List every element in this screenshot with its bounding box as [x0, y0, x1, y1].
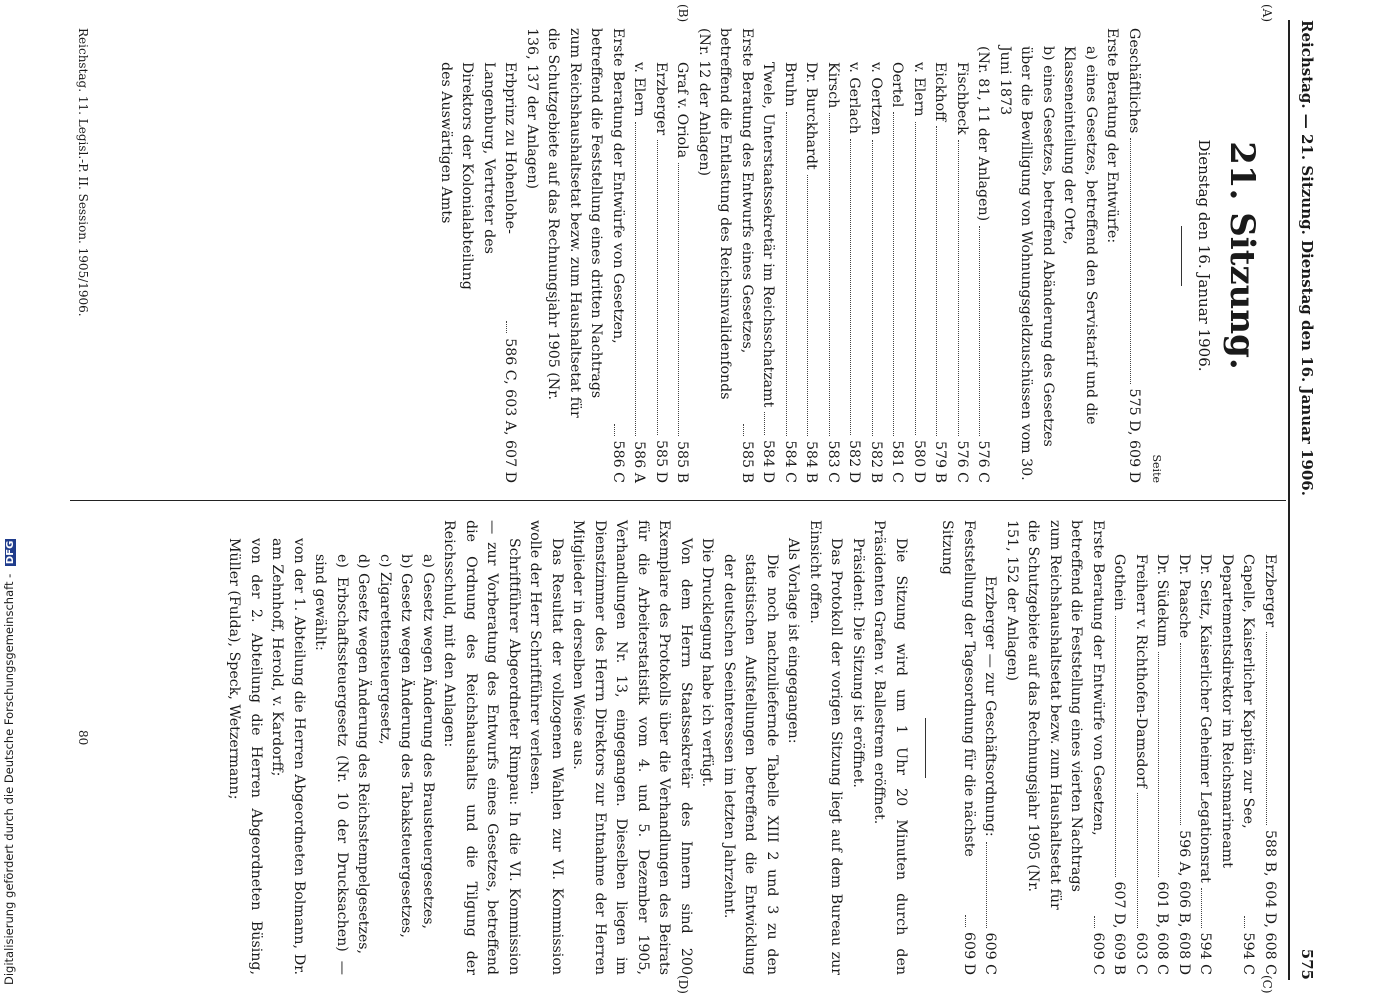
dot-leader [1094, 916, 1095, 928]
toc-entry-text: Dr. Burckhardt [803, 62, 820, 170]
toc-entry-page: 582 D [846, 440, 863, 483]
toc-entry-page: 575 D, 609 D [1126, 388, 1142, 483]
toc-entry [929, 28, 951, 483]
dot-leader [894, 112, 895, 435]
toc-entry [1001, 520, 1109, 975]
header-left: Reichstag. — 21. Sitzung. Dienstag den 16. Januar 1906. [1298, 20, 1316, 496]
dot-leader [808, 175, 809, 436]
dot-leader [1180, 643, 1181, 825]
toc-entry-page: 584 D [760, 440, 777, 483]
toc-entry [1173, 520, 1195, 975]
toc-entry-text: Kirsch [825, 62, 841, 109]
short-rule [1182, 226, 1183, 286]
table-of-contents-right [936, 520, 1280, 975]
toc-entry [994, 28, 1059, 483]
column-divider [70, 500, 1286, 501]
toc-entry-page: 588 B, 604 D, 608 C [1262, 830, 1278, 975]
toc-entry-text: Twele, Unterstaatssekretär im Reichsschatzamt [760, 62, 777, 408]
toc-entry [822, 28, 844, 483]
toc-entry-text: Dr. Paasche [1176, 554, 1192, 639]
seite-label: Seite [1150, 454, 1164, 483]
toc-entry [1259, 520, 1281, 975]
toc-entry-text: Erste Beratung der Entwürfe: [1104, 28, 1121, 244]
toc-entry-text: Feststellung der Tagesordnung für die nächste Sitzung [939, 520, 977, 857]
toc-entry-text: (Nr. 81, 11 der Anlagen) [975, 46, 992, 222]
toc-entry [1108, 520, 1130, 975]
toc-entry [1123, 28, 1145, 483]
toc-entry-page: 607 D, 609 B [1111, 881, 1128, 975]
toc-entry [865, 28, 887, 483]
toc-entry-page: 596 A, 606 B, 608 D [1176, 830, 1192, 975]
digitization-text: Digitalisierung gefördert durch die Deutsche Forschungsgemeinschaft - [2, 573, 16, 985]
body-paragraph: b) Gesetz wegen Änderung des Tabaksteuergesetzes, [398, 554, 415, 938]
toc-entry-page: 601 B, 608 C [1154, 881, 1171, 975]
digitization-note [2, 25, 16, 985]
toc-entry-page: 586 A [631, 441, 648, 483]
session-title: 21. Sitzung. [1222, 141, 1262, 370]
dot-leader [1130, 138, 1131, 383]
footer-imprint: Reichstag. 11. Legisl.-P. II. Session. 1905/1906. [76, 28, 90, 317]
session-body [223, 520, 911, 975]
dot-leader [980, 226, 981, 435]
toc-entry-text: Dr. Seitz, Kaiserlicher Geheimer Legationsrat [1197, 554, 1214, 883]
left-column [435, 28, 1281, 483]
right-column [223, 520, 1280, 975]
dot-leader [829, 113, 830, 435]
toc-entry-page: 585 D [653, 440, 669, 483]
margin-mark-d: (D) [676, 975, 690, 994]
toc-entry-text: v. Gerlach [846, 62, 863, 134]
toc-entry-text: a) eines Gesetzes, betreffend den Servistarif und die Klasseneinteilung der Orte, [1061, 46, 1099, 425]
toc-entry-page: 609 D [961, 932, 977, 975]
dot-leader [1245, 916, 1246, 928]
margin-mark-c: (C) [1260, 975, 1274, 994]
toc-entry-page: 584 B [803, 440, 820, 483]
dot-leader [872, 140, 873, 436]
body-paragraph: Das Protokoll der vorigen Sitzung liegt auf dem Bureau zur Einsicht offen. [807, 520, 845, 975]
toc-entry-page: 594 C [1240, 932, 1257, 975]
toc-entry-page: 609 C [1090, 932, 1106, 975]
body-paragraph: Die Drucklegung habe ich verfügt. [699, 538, 716, 788]
header-rule [1288, 20, 1290, 980]
body-paragraph: a) Gesetz wegen Änderung des Brausteuergesetzes, [420, 554, 436, 930]
margin-mark-a: (A) [1260, 4, 1274, 23]
dot-leader [1202, 888, 1203, 928]
dot-leader [1116, 616, 1117, 877]
toc-entry-text: b) eines Gesetzes, betreffend Abänderung des Gesetzes über die Bewilligung von Wohnungsgeldzuschüssen vom 30. Juni 1873 [997, 46, 1056, 481]
dot-leader [614, 424, 615, 436]
body-paragraph: Schriftführer Abgeordneter Rimpau: In die VI. Kommission — zur Vorberatung des Entwurfs eines Gesetzes, betreffend die Ordnung des Reichshaushalts und die Tilgung der Reichsschuld, mit den Anlagen: [441, 520, 522, 975]
dot-leader [786, 112, 787, 436]
dot-leader [743, 424, 744, 436]
toc-entry-text: Erste Beratung der Entwürfe von Gesetzen, betreffend die Feststellung eines dritten Nachtrags zum Reichshaushaltsetat bezw. zum Haushaltsetat für die Schutzgebiete auf das Rechnungsjahr 1905 (Nr. 136, 137 der Anlagen) [524, 28, 626, 418]
toc-entry [693, 28, 758, 483]
toc-entry-page: 583 C [825, 440, 841, 483]
toc-entry [1194, 520, 1216, 975]
dfg-logo: DFG [5, 540, 16, 565]
dot-leader [851, 139, 852, 435]
dot-leader [965, 915, 966, 927]
toc-entry [908, 28, 930, 483]
body-paragraph: Von dem Herrn Staatssekretär des Innern sind 200 Exemplare des Protokolls über die Verhandlungen des Beirats für die Arbeiterstatistik vom 4. und 5. Dezember 1905, Verhandlungen Nr. 13, eingegangen. Dieselben liegen im Dienstzimmer des Herrn Direktors zur Entnahme der Herren Mitglieder in derselben Weise aus. [570, 520, 694, 975]
toc-entry [1101, 28, 1123, 483]
toc-entry-text: Bruhn [782, 62, 798, 107]
body-paragraph: Die Sitzung wird um 1 Uhr 20 Minuten durch den Präsidenten Grafen v. Ballestrem eröffnet. [871, 520, 909, 975]
dot-leader [958, 140, 959, 436]
toc-entry-page: 580 D [911, 440, 927, 483]
toc-entry-page: 585 B [674, 440, 691, 483]
body-paragraph: Das Resultat der vollzogenen Wahlen zur VI. Kommission wolle der Herr Schriftführer verlesen. [527, 520, 565, 975]
toc-entry-text: Graf v. Oriola [674, 62, 691, 159]
toc-entry [1216, 520, 1259, 975]
session-date: Dienstag den 16. Januar 1906. [1195, 139, 1213, 372]
toc-entry-text: Eickhoff [932, 62, 949, 122]
toc-entry [521, 28, 629, 483]
body-paragraph: Als Vorlage ist eingegangen: [785, 538, 802, 744]
body-paragraph: Die noch nachzuliefernde Tabelle XIII 2 und 3 zu den statistischen Aufstellungen betreffend die Entwicklung der deutschen Seeinteressen im letzten Jahrzehnt. [721, 554, 780, 975]
dot-leader [657, 140, 658, 435]
toc-entry-text: v. Oertzen [868, 62, 884, 135]
toc-entry [435, 28, 521, 483]
toc-entry [800, 28, 822, 483]
body-paragraph: c) Zigarettensteuergesetz, [377, 554, 393, 745]
toc-entry-text: Erzberger [653, 62, 669, 136]
body-paragraph: von der 1. Abteilung die Herren Abgeordneten Bolmann, Dr. am Zehnhoff, Herold, v. Kardorff; [269, 538, 307, 975]
toc-entry-text: Dr. Südekum [1154, 554, 1171, 648]
toc-entry-page: 585 B [739, 440, 755, 483]
toc-entry-text: Oertel [889, 62, 906, 108]
toc-entry-text: Capelle, Kaiserlicher Kapitän zur See, Departementsdirektor im Reichsmarineamt [1219, 554, 1257, 868]
toc-entry [757, 28, 779, 483]
dot-leader [636, 122, 637, 437]
toc-entry [1130, 520, 1152, 975]
toc-entry [979, 520, 1001, 975]
toc-entry-text: Erbprinz zu Hohenlohe-Langenburg, Vertreter des Direktors der Kolonialabteilung des Auswärtigen Amts [438, 62, 519, 290]
toc-entry-page: 579 B [932, 440, 949, 483]
toc-entry [1058, 28, 1101, 483]
toc-entry-page: 584 C [782, 440, 798, 483]
toc-entry-page: 603 C [1133, 932, 1149, 975]
toc-entry-text: Erste Beratung der Entwürfe von Gesetzen, betreffend die Feststellung eines vierten Nachtrags zum Reichshaushaltsetat bezw. zum Haushaltsetat für die Schutzgebiete auf das Rechnungsjahr 1905 (Nr. 151, 152 der Anlagen) [1004, 520, 1106, 910]
dot-leader [915, 122, 916, 435]
toc-entry [671, 28, 693, 483]
toc-entry-text: Gothein [1111, 554, 1128, 611]
toc-entry-text: Erste Beratung des Entwurfs eines Gesetzes, betreffend die Entlastung des Reichsinvalidenfonds (Nr. 12 der Anlagen) [696, 28, 755, 400]
toc-entry-text: v. Elern [911, 62, 927, 117]
toc-entry-page: 576 C [954, 440, 970, 483]
dot-leader [1266, 632, 1267, 825]
toc-entry-page: 576 C [975, 440, 992, 483]
toc-entry [936, 520, 979, 975]
toc-entry-page: 609 C [982, 932, 999, 975]
toc-entry [843, 28, 865, 483]
toc-entry-page: 586 C [610, 440, 626, 483]
dot-leader [987, 842, 988, 928]
toc-entry-page: 586 C, 603 A, 607 D [502, 338, 519, 483]
dot-leader [1159, 652, 1160, 876]
body-paragraph: d) Gesetz wegen Änderung des Reichsstempelgesetzes, [355, 554, 372, 955]
table-of-contents-left [435, 28, 1145, 483]
body-paragraph: Präsident: Die Sitzung ist eröffnet. [850, 538, 866, 788]
toc-entry-text: Freiherr v. Richthofen-Damsdorf [1133, 554, 1149, 789]
toc-entry-text: v. Elern [631, 62, 648, 117]
toc-entry-text: Geschäftliches [1126, 28, 1142, 134]
toc-entry [1151, 520, 1173, 975]
running-header [1294, 20, 1316, 980]
toc-entry-text: Erzberger [1262, 554, 1278, 628]
toc-entry [779, 28, 801, 483]
dot-leader [679, 163, 680, 436]
toc-entry-page: 581 C [889, 440, 906, 483]
header-page-number: 575 [1298, 948, 1316, 980]
margin-mark-b: (B) [676, 4, 690, 23]
toc-entry-page: 582 B [868, 440, 884, 483]
toc-entry [972, 28, 994, 483]
toc-entry-text: Fischbeck [954, 62, 970, 135]
toc-entry-text: Erzberger — zur Geschäftsordnung: [982, 576, 999, 837]
toc-entry-page: 594 C [1197, 932, 1214, 975]
toc-entry [886, 28, 908, 483]
dot-leader [507, 321, 508, 333]
dot-leader [1137, 793, 1138, 928]
short-rule-2 [925, 718, 926, 778]
body-paragraph: von der 2. Abteilung die Herren Abgeordneten Büsing, Müller (Fulda), Speck, Wetzermann; [226, 538, 264, 975]
footer-page-number: 80 [76, 730, 90, 746]
toc-entry [650, 28, 672, 483]
dot-leader [937, 126, 938, 436]
body-paragraph: e) Erbschaftssteuergesetz (Nr. 10 der Drucksachen) — sind gewählt: [312, 554, 350, 975]
dot-leader [765, 412, 766, 435]
toc-entry [628, 28, 650, 483]
toc-entry [951, 28, 973, 483]
